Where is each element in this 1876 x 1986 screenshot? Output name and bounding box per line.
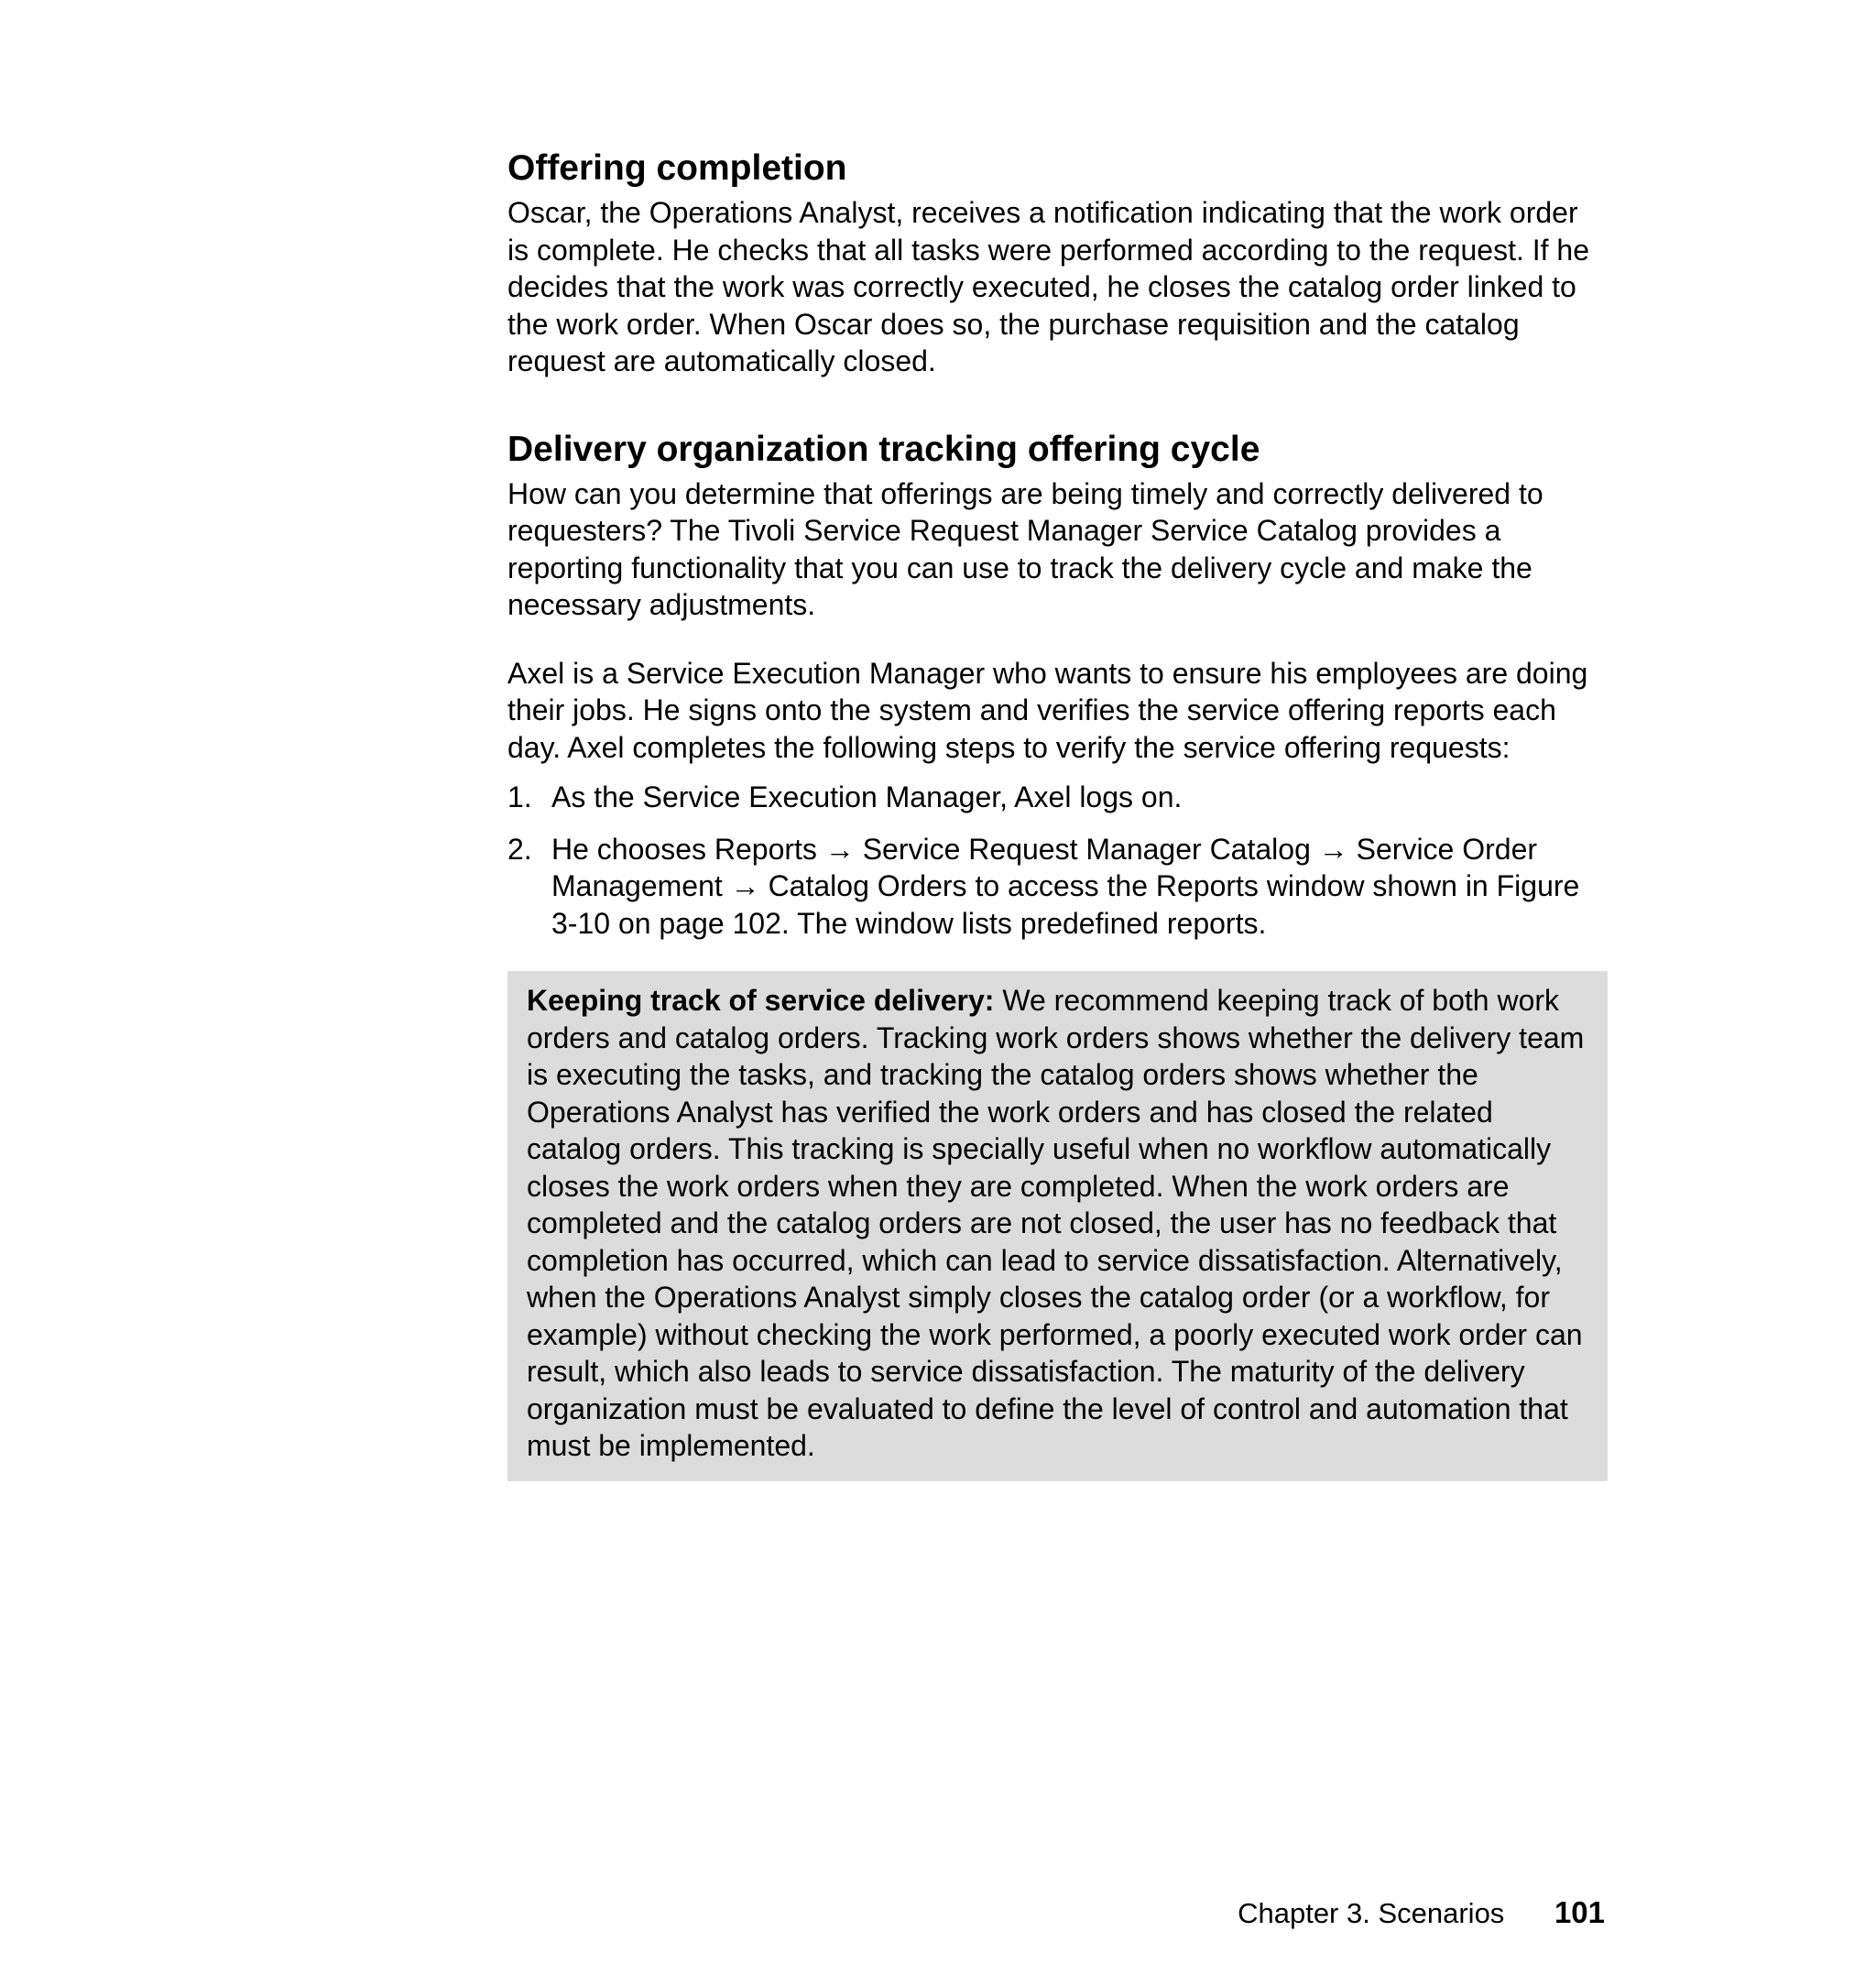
list-item (507, 779, 1607, 816)
step-text: He chooses Reports → Service Request Manager Catalog → Service Order Management → Catalog Orders to access the Reports window shown in Figure 3-10 on page 102. The window lists predefined reports. (551, 832, 1580, 940)
step-text: As the Service Execution Manager, Axel logs on. (551, 780, 1183, 813)
step-number: 1. (507, 780, 532, 813)
body-paragraph: Axel is a Service Execution Manager who wants to ensure his employees are doing their jobs. He signs onto the system and verifies the service offering reports each day. Axel completes the following steps to verify the service offering requests: (507, 656, 1588, 764)
chapter-label: Chapter 3. Scenarios (1238, 1897, 1505, 1929)
section-offering-completion (507, 147, 1607, 380)
section-heading: Offering completion (507, 148, 847, 188)
section-delivery-tracking (507, 428, 1607, 1481)
page-content (507, 147, 1607, 1481)
section-heading: Delivery organization tracking offering cycle (507, 429, 1260, 469)
note-lead: Keeping track of service delivery: (527, 984, 995, 1017)
page-number: 101 (1554, 1895, 1605, 1929)
body-paragraph: Oscar, the Operations Analyst, receives a notification indicating that the work order is complete. He checks that all tasks were performed according to the request. If he decides that the work was correctly executed, he closes the catalog order linked to the work order. When Oscar does so, the purchase requisition and the catalog request are automatically closed. (507, 196, 1590, 377)
page-footer (1238, 1894, 1605, 1932)
note-box (507, 971, 1608, 1481)
body-paragraph: How can you determine that offerings are being timely and correctly delivered to requesters? The Tivoli Service Request Manager Service Catalog provides a reporting functionality that you can use to track the delivery cycle and make the necessary adjustments. (507, 476, 1543, 621)
step-number: 2. (507, 832, 532, 866)
note-body: We recommend keeping track of both work orders and catalog orders. Tracking work orders shows whether the delivery team is executing the tasks, and tracking the catalog orders shows whether the Operations Analyst has verified the work orders and has closed the related catalog orders. This tracking is specially useful when no workflow automatically closes the work orders when they are completed. When the work orders are completed and the catalog orders are not closed, the user has no feedback that completion has occurred, which can lead to service dissatisfaction. Alternatively, when the Operations Analyst simply closes the catalog order (or a workflow, for example) without checking the work performed, a poorly executed work order can result, which also leads to service dissatisfaction. The maturity of the delivery organization must be evaluated to define the level of control and automation that must be implemented. (527, 984, 1585, 1462)
steps-list (507, 779, 1607, 942)
note-text (527, 982, 1587, 1465)
list-item (507, 831, 1607, 943)
